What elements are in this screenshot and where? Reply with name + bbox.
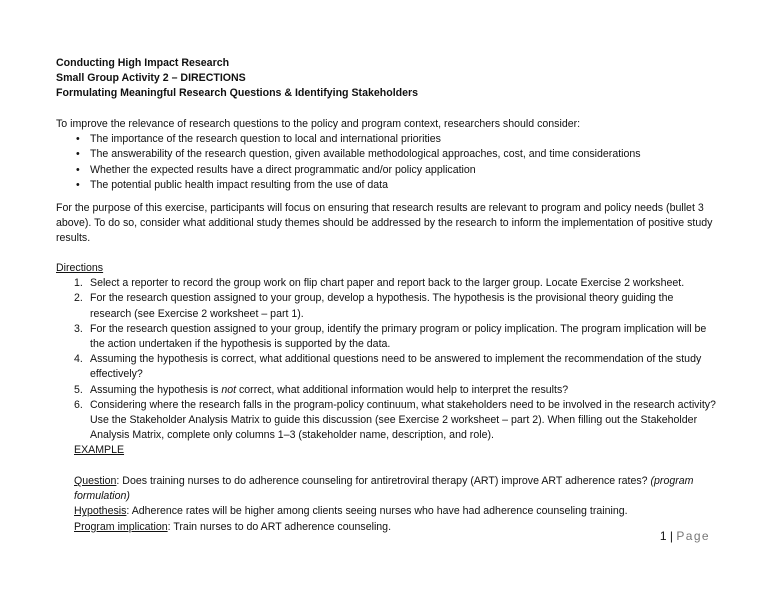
direction-number: 3. xyxy=(74,322,83,335)
example-heading-block xyxy=(74,443,724,458)
bullet-item: • The importance of the research question to local and international priorities xyxy=(56,132,716,147)
example-implication xyxy=(74,520,724,535)
title-line-2: Small Group Activity 2 – DIRECTIONS xyxy=(56,72,246,85)
example-heading: EXAMPLE xyxy=(74,444,125,456)
direction-emphasis: not xyxy=(221,383,237,396)
hypothesis-text: : Adherence rates will be higher among clients seeing nurses who have had adherence counseling training. xyxy=(126,505,628,518)
purpose-paragraph xyxy=(56,201,716,247)
bullet-item: • Whether the expected results have a direct programmatic and/or policy application xyxy=(56,163,716,178)
bullet-item: • The potential public health impact resulting from the use of data xyxy=(56,178,716,193)
title-line-3: Formulating Meaningful Research Questions & Identifying Stakeholders xyxy=(56,87,419,100)
direction-item xyxy=(56,352,716,382)
question-label: Question xyxy=(74,475,117,487)
title-block xyxy=(56,56,716,102)
direction-text: Assuming the hypothesis is correct, what additional questions need to be answered to implement the recommendation of the study effectively? xyxy=(90,353,702,381)
direction-number: 1. xyxy=(74,277,83,290)
direction-number: 6. xyxy=(74,398,83,411)
direction-item xyxy=(56,276,716,291)
intro-block xyxy=(56,117,716,193)
purpose-text: For the purpose of this exercise, participants will focus on ensuring that research results are relevant to program and policy needs (bullet 3 above). To do so, consider what additional study themes should be addressed by the research to inform the implementation of positive study results. xyxy=(56,202,713,245)
implication-text: : Train nurses to do ART adherence counseling. xyxy=(167,520,392,533)
direction-number: 5. xyxy=(74,383,83,396)
direction-item xyxy=(56,383,716,398)
bullet-item: • The answerability of the research question, given available methodological approaches, cost, and time considerations xyxy=(56,147,716,162)
hypothesis-label: Hypothesis xyxy=(74,505,127,518)
question-text: : Does training nurses to do adherence counseling for antiretroviral therapy (ART) improve ART adherence rates? xyxy=(116,475,651,487)
direction-item xyxy=(56,322,716,352)
example-question xyxy=(74,474,724,504)
page-footer xyxy=(660,529,710,544)
page-word: Page xyxy=(676,529,710,543)
page-separator: | xyxy=(666,529,677,543)
directions-section xyxy=(56,261,716,443)
direction-item xyxy=(56,398,716,444)
directions-heading: Directions xyxy=(56,262,104,274)
direction-text: Assuming the hypothesis is xyxy=(90,383,222,396)
intro-lead: To improve the relevance of research questions to the policy and program context, researchers should consider: xyxy=(56,118,581,130)
direction-text: Select a reporter to record the group work on flip chart paper and report back to the larger group. Locate Exercise 2 worksheet. xyxy=(90,277,685,290)
considerations-list xyxy=(56,132,716,193)
example-hypothesis xyxy=(74,504,724,519)
question-emphasis: (program formulation) xyxy=(74,475,694,503)
direction-text: For the research question assigned to your group, develop a hypothesis. The hypothesis is the provisional theory guiding the research (see Exercise 2 worksheet – part 1). xyxy=(90,292,674,320)
direction-item xyxy=(56,291,716,321)
direction-text: For the research question assigned to your group, identify the primary program or policy implication. The program implication will be the action undertaken if the hypothesis is supported by the data. xyxy=(90,322,707,351)
direction-text: correct, what additional information would help to interpret the results? xyxy=(236,383,569,396)
direction-number: 2. xyxy=(74,292,83,305)
title-line-1: Conducting High Impact Research xyxy=(56,57,230,69)
example-body xyxy=(74,474,724,535)
page-number: 1 xyxy=(659,529,667,543)
direction-number: 4. xyxy=(74,353,83,366)
directions-list xyxy=(56,276,716,443)
direction-text: Considering where the research falls in the program-policy continuum, what stakeholders need to be involved in the research activity? Use the Stakeholder Analysis Matrix to guide this discussion (see Exercise 2 worksheet – part 2). When filling out the Stakeholder Analysis Matrix, complete only columns 1–3 (stakeholder name, description, and role). xyxy=(90,398,716,442)
implication-label: Program implication xyxy=(74,520,168,533)
